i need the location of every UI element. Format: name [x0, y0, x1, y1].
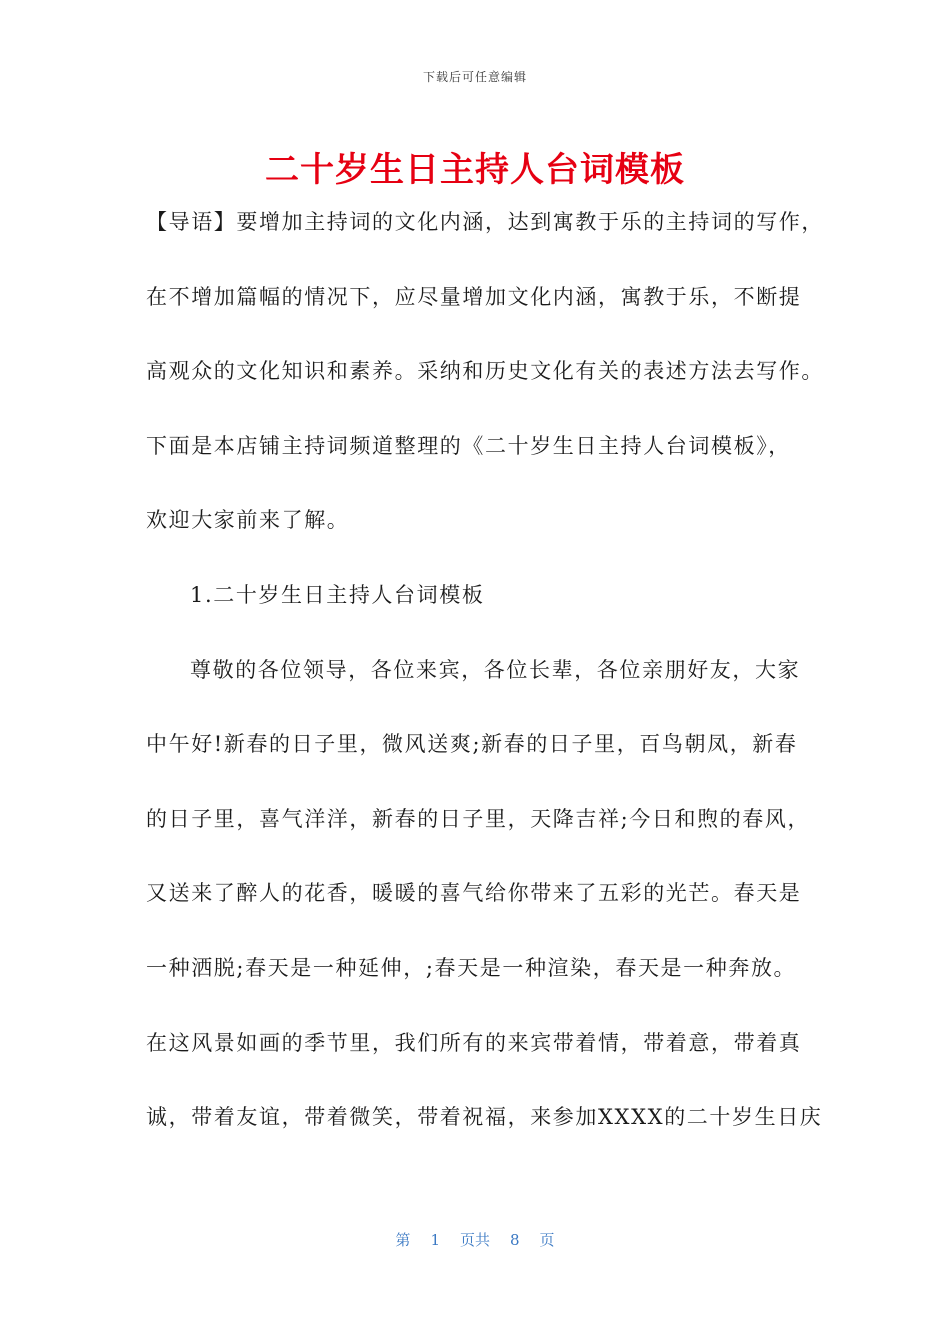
document-body [146, 204, 826, 1174]
body-line: 的日子里，喜气洋洋，新春的日子里，天降吉祥;今日和煦的春风， [146, 806, 811, 831]
section-heading: 1.二十岁生日主持人台词模板 [190, 582, 485, 607]
body-line: 又送来了醉人的花香，暖暖的喜气给你带来了五彩的光芒。春天是 [146, 881, 802, 906]
page-number: 1 [430, 1231, 440, 1249]
page-suffix: 页 [539, 1231, 555, 1249]
body-line: 诚，带着友谊，带着微笑，带着祝福，来参加XXXX的二十岁生日庆 [146, 1105, 823, 1130]
body-line: 高观众的文化知识和素养。采纳和历史文化有关的表述方法去写作。 [146, 359, 824, 384]
body-line: 一种洒脱;春天是一种延伸，;春天是一种渲染，春天是一种奔放。 [146, 955, 797, 980]
body-line: 【导语】要增加主持词的文化内涵，达到寓教于乐的主持词的写作， [146, 210, 824, 234]
body-line: 欢迎大家前来了解。 [146, 508, 350, 533]
body-line: 中午好!新春的日子里，微风送爽;新春的日子里，百鸟朝凤，新春 [146, 732, 798, 757]
document-title: 二十岁生日主持人台词模板 [265, 150, 685, 190]
header-note: 下载后可任意编辑 [422, 70, 527, 84]
page-footer [0, 1229, 950, 1250]
page-label: 第 [395, 1231, 411, 1249]
total-label: 页共 [459, 1231, 490, 1249]
body-line: 尊敬的各位领导，各位来宾，各位长辈，各位亲朋好友，大家 [190, 657, 801, 682]
total-pages: 8 [510, 1231, 520, 1249]
body-line: 在这风景如画的季节里，我们所有的来宾带着情，带着意，带着真 [146, 1030, 802, 1055]
body-line: 下面是本店铺主持词频道整理的《二十岁生日主持人台词模板》， [146, 433, 791, 458]
body-line: 在不增加篇幅的情况下，应尽量增加文化内涵，寓教于乐，不断提 [146, 284, 802, 309]
